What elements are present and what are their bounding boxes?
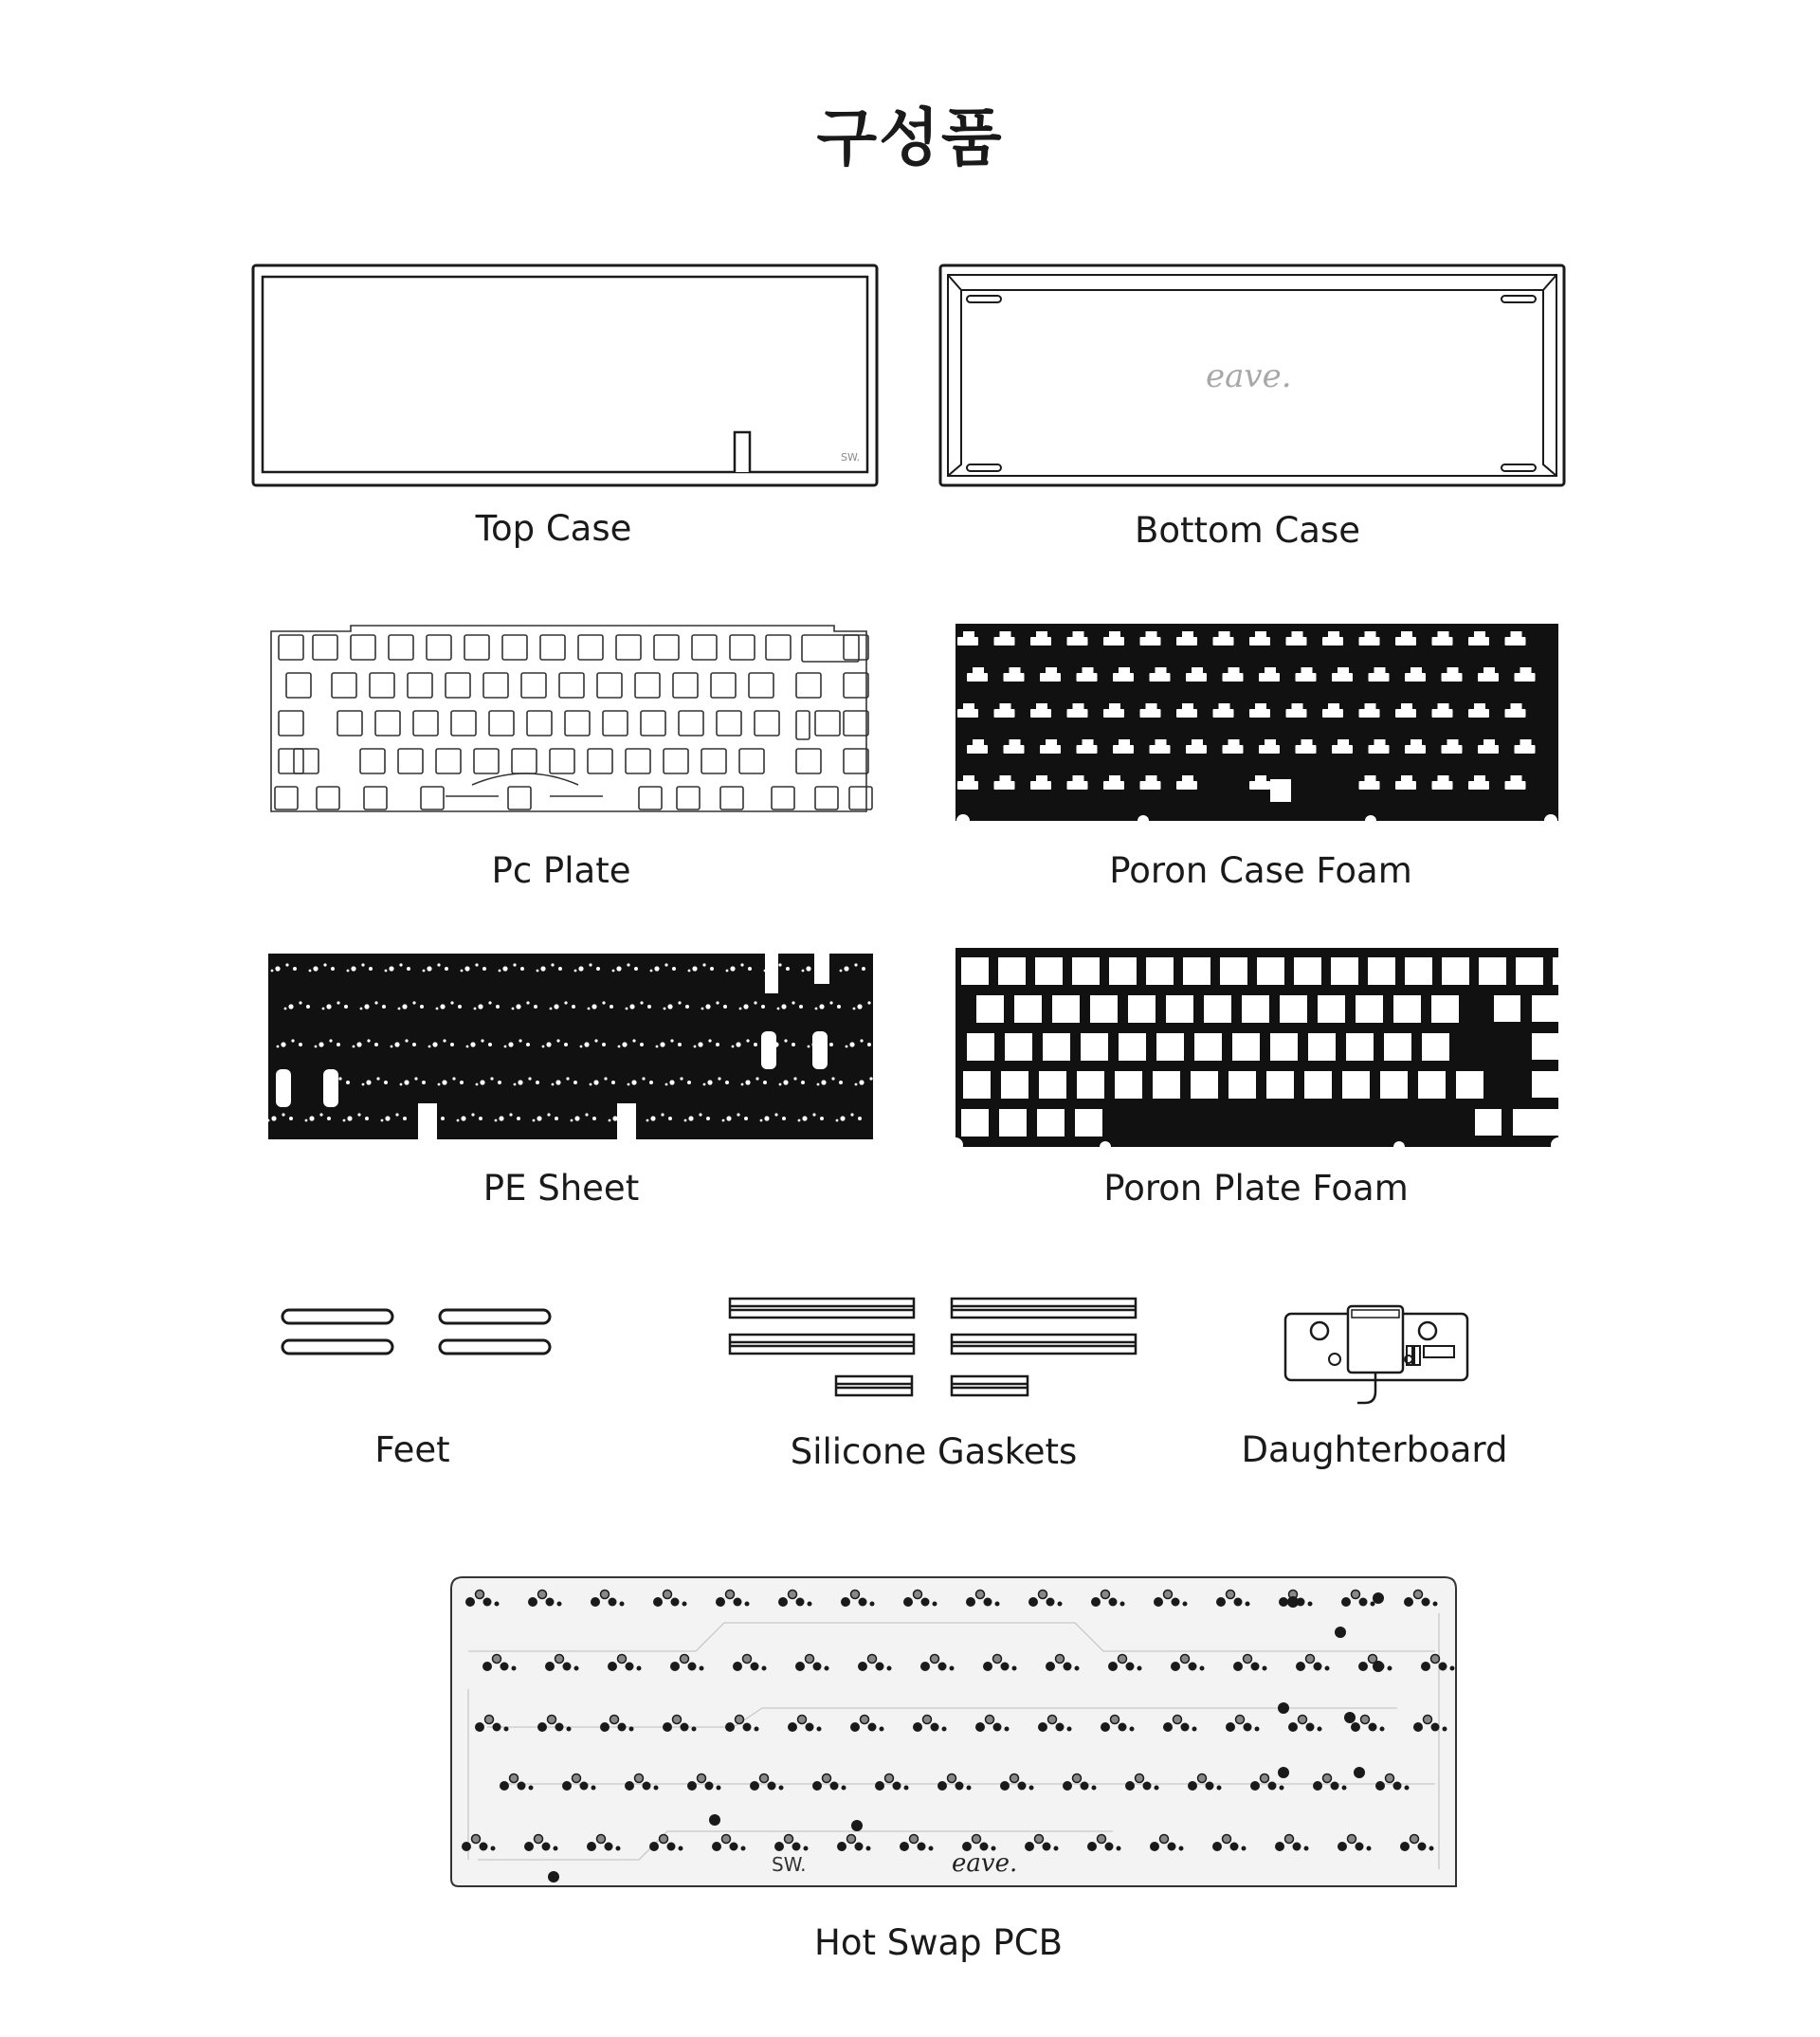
top-case-illustration bbox=[251, 264, 879, 487]
poron-case-foam-label: Poron Case Foam bbox=[1109, 850, 1412, 891]
pe-sheet-label: PE Sheet bbox=[482, 1168, 640, 1209]
pc-plate-illustration bbox=[265, 622, 872, 821]
feet-illustration bbox=[281, 1308, 555, 1357]
feet-label: Feet bbox=[374, 1429, 450, 1470]
hot-swap-pcb-illustration bbox=[449, 1575, 1458, 1892]
poron-plate-foam-illustration bbox=[954, 946, 1560, 1149]
top-case-label: Top Case bbox=[475, 508, 632, 549]
daughterboard-label: Daughterboard bbox=[1241, 1429, 1508, 1470]
svg-text:SW.: SW. bbox=[841, 451, 861, 464]
pcb-eave-logo: eave. bbox=[952, 1849, 1018, 1878]
bottom-case-label: Bottom Case bbox=[1134, 510, 1361, 551]
pe-sheet-illustration bbox=[264, 952, 877, 1143]
bottom-case-illustration bbox=[938, 264, 1566, 487]
eave-logo: eave. bbox=[1206, 357, 1292, 395]
pc-plate-label: Pc Plate bbox=[491, 850, 631, 891]
silicone-gaskets-label: Silicone Gaskets bbox=[790, 1431, 1078, 1472]
poron-case-foam-illustration bbox=[954, 620, 1560, 825]
svg-text:SW.: SW. bbox=[772, 1853, 807, 1876]
poron-plate-foam-label: Poron Plate Foam bbox=[1103, 1168, 1409, 1209]
silicone-gaskets-illustration bbox=[728, 1297, 1139, 1401]
daughterboard-illustration bbox=[1282, 1302, 1471, 1409]
hot-swap-pcb-label: Hot Swap PCB bbox=[814, 1922, 1063, 1963]
page-title: 구성품 bbox=[816, 101, 1004, 174]
